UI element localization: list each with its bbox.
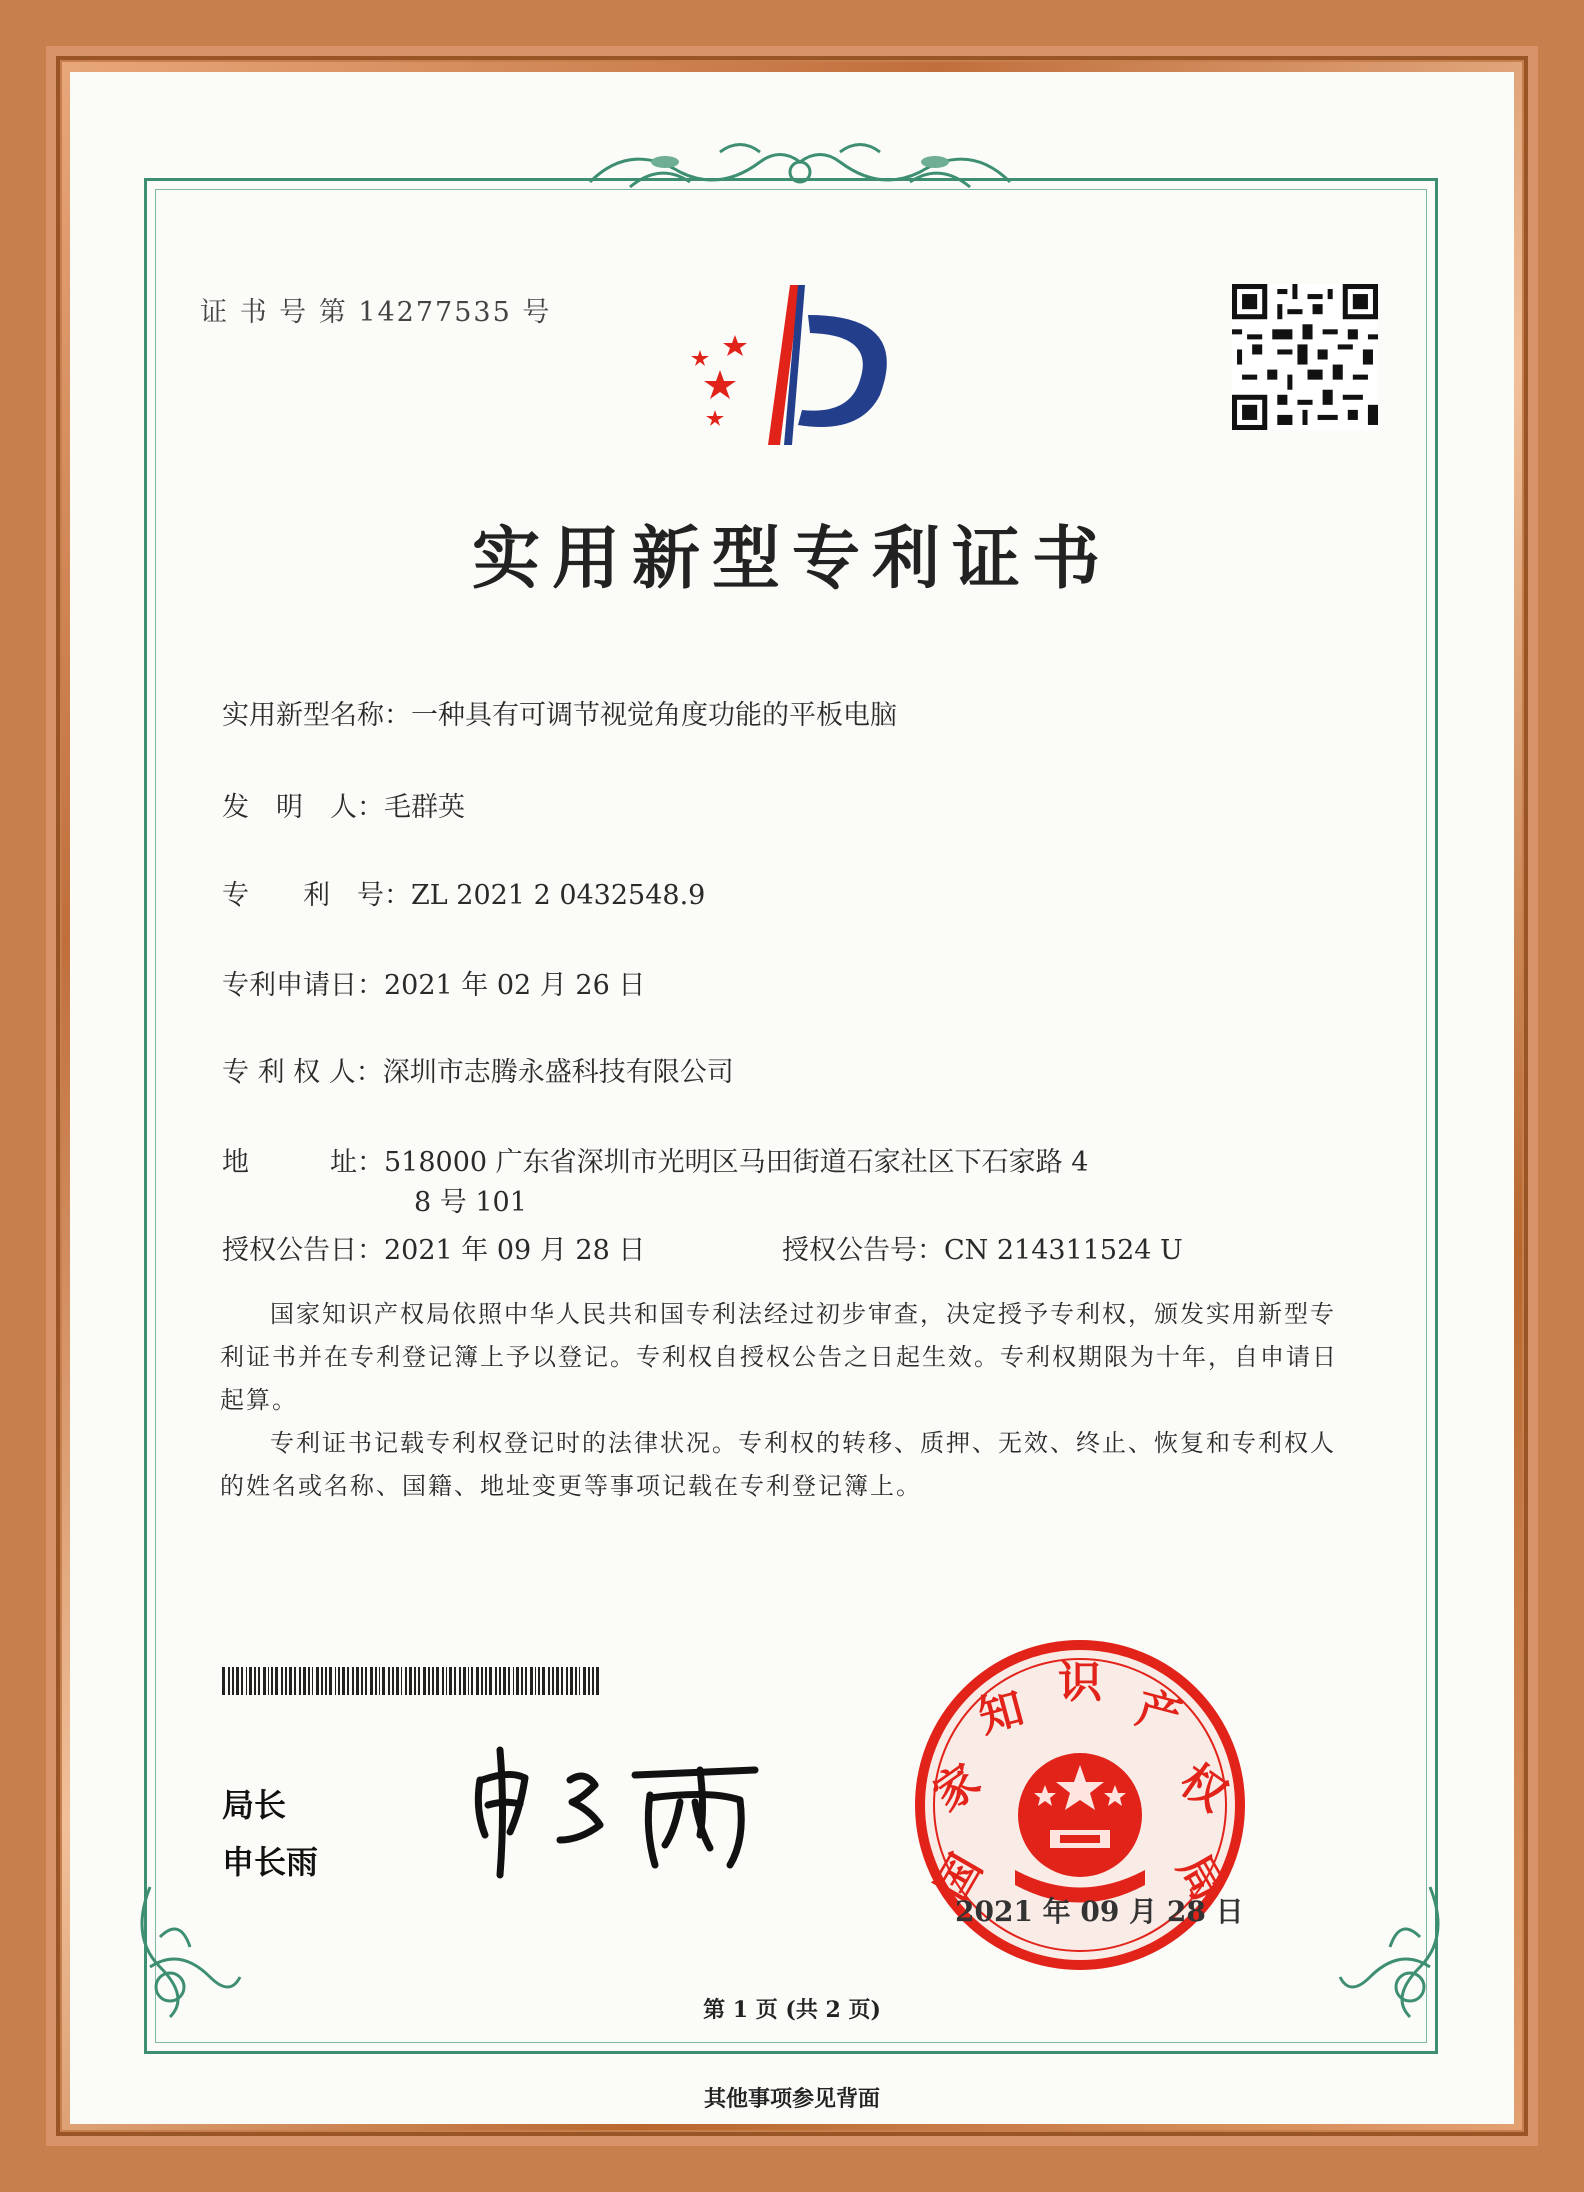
field-label: 授权公告日： xyxy=(222,1235,384,1266)
seal-date: 2021 年 09 月 28 日 xyxy=(955,1895,1244,1928)
field-value: 深圳市志腾永盛科技有限公司 xyxy=(382,1057,734,1088)
svg-text:产: 产 xyxy=(1130,1682,1187,1744)
field-application-date xyxy=(222,963,645,1002)
field-value: 一种具有可调节视觉角度功能的平板电脑 xyxy=(411,700,897,731)
field-label: 地 址： xyxy=(222,1147,384,1178)
field-value: CN 214311524 U xyxy=(944,1235,1183,1266)
field-value: 8 号 101 xyxy=(414,1187,527,1218)
field-patent-number xyxy=(222,873,705,912)
certificate-number: 证 书 号 第 14277535 号 xyxy=(200,297,552,328)
certificate-body xyxy=(220,1293,1345,1508)
barcode-icon xyxy=(222,1667,600,1695)
field-label: 专利申请日： xyxy=(222,970,384,1001)
field-grant-date xyxy=(222,1228,645,1267)
back-side-note: 其他事项参见背面 xyxy=(703,2086,880,2112)
svg-text:权: 权 xyxy=(1170,1754,1236,1822)
field-utility-model-name xyxy=(222,693,897,732)
director-name: 申长雨 xyxy=(222,1843,319,1881)
signature xyxy=(460,1740,780,1880)
patent-office-emblem-icon xyxy=(680,275,910,455)
qr-code-icon xyxy=(1232,284,1378,430)
field-label: 专 利 权 人： xyxy=(222,1057,383,1088)
field-label: 发 明 人： xyxy=(222,792,384,823)
body-paragraph-2: 专利证书记载专利权登记时的法律状况。专利权的转移、质押、无效、终止、恢复和专利权人的姓名或名称、国籍、地址变更等事项记载在专利登记簿上。 xyxy=(220,1429,1336,1500)
field-label: 专 利 号： xyxy=(222,880,411,911)
field-grant-number xyxy=(782,1228,1183,1267)
svg-text:国: 国 xyxy=(926,1845,993,1910)
certificate-title: 实用新型专利证书 xyxy=(471,519,1112,599)
field-value: ZL 2021 2 0432548.9 xyxy=(411,880,706,911)
svg-text:局: 局 xyxy=(1167,1845,1234,1910)
body-paragraph-1: 国家知识产权局依照中华人民共和国专利法经过初步审查，决定授予专利权，颁发实用新型专利证书并在专利登记簿上予以登记。专利权自授权公告之日起生效。专利权期限为十年，自申请日起算。 xyxy=(220,1300,1338,1414)
svg-text:知: 知 xyxy=(973,1682,1030,1744)
field-patentee xyxy=(222,1050,734,1089)
field-value: 518000 广东省深圳市光明区马田街道石家社区下石家路 4 xyxy=(384,1147,1089,1178)
field-address-line2 xyxy=(414,1180,527,1219)
field-label: 授权公告号： xyxy=(782,1235,944,1266)
field-inventor xyxy=(222,785,465,824)
svg-text:家: 家 xyxy=(924,1754,990,1822)
svg-text:识: 识 xyxy=(1058,1657,1102,1708)
field-value: 毛群英 xyxy=(384,792,465,823)
director-title: 局长 xyxy=(222,1786,287,1824)
top-ornament-icon xyxy=(570,132,1030,202)
page-number: 第 1 页 (共 2 页) xyxy=(703,1997,881,2023)
field-address xyxy=(222,1140,1088,1179)
field-value: 2021 年 02 月 26 日 xyxy=(384,970,646,1001)
field-value: 2021 年 09 月 28 日 xyxy=(384,1235,646,1266)
field-label: 实用新型名称： xyxy=(222,700,411,731)
